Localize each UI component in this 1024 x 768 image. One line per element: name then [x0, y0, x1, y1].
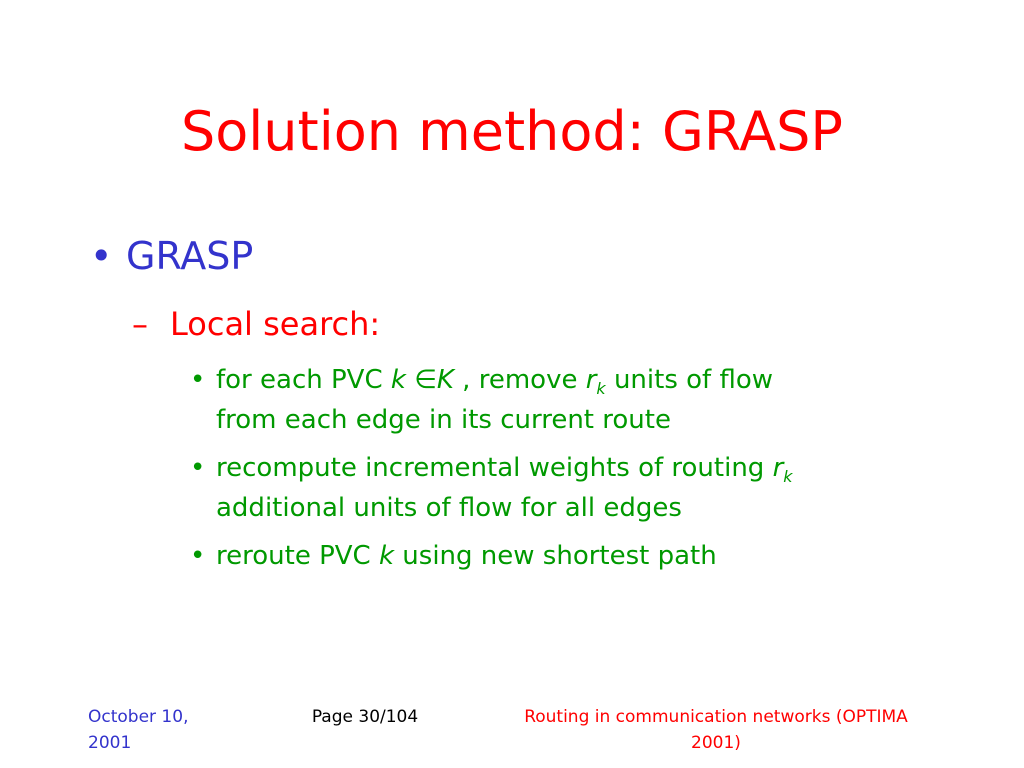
footer-course-line: 2001) [691, 733, 741, 753]
text-span: units of flow [605, 365, 774, 395]
subscript-k: k [596, 379, 606, 399]
footer-date-line: October 10, [88, 707, 189, 727]
bullet-text [216, 448, 950, 528]
footer-course-line: Routing in communication networks (OPTIMA [524, 707, 908, 727]
footer-date [88, 704, 238, 756]
variable-r: r [772, 453, 784, 483]
bullet-level2 [132, 302, 380, 346]
variable-k: k [378, 541, 395, 571]
text-line [216, 448, 950, 488]
bullet-marker: • [190, 541, 206, 571]
text-span: , remove [453, 365, 586, 395]
bullet-level3-item-3 [190, 536, 950, 576]
element-of-symbol: ∈ [405, 365, 437, 395]
variable-k: k [390, 365, 406, 395]
slide-title: Solution method: GRASP [180, 100, 843, 163]
bullet-level1-text: GRASP [126, 234, 254, 278]
footer-page-number: Page 30/104 [311, 707, 419, 727]
bullet-level2-text: Local search: [170, 305, 381, 343]
bullet-marker: • [190, 453, 206, 483]
bullet-level3-item-2 [190, 448, 950, 528]
text-span: using new shortest path [394, 541, 717, 571]
text-line [216, 536, 950, 576]
bullet-text [216, 536, 950, 576]
footer-date-line: 2001 [88, 733, 132, 753]
text-span: reroute PVC [216, 541, 379, 571]
bullet-marker: • [90, 234, 113, 278]
bullet-marker: • [190, 365, 206, 395]
footer-course-title [500, 704, 932, 756]
bullet-level3-item-1 [190, 360, 950, 440]
bullet-text [216, 360, 950, 440]
variable-r: r [585, 365, 597, 395]
text-line: from each edge in its current route [216, 405, 671, 435]
text-line: additional units of flow for all edges [216, 493, 682, 523]
dash-marker: – [132, 305, 148, 343]
text-span: recompute incremental weights of routing [216, 453, 773, 483]
text-span: for each PVC [216, 365, 391, 395]
variable-set-k: K [436, 365, 454, 395]
bullet-level1 [90, 228, 253, 284]
subscript-k: k [783, 467, 793, 487]
text-line [216, 360, 950, 400]
